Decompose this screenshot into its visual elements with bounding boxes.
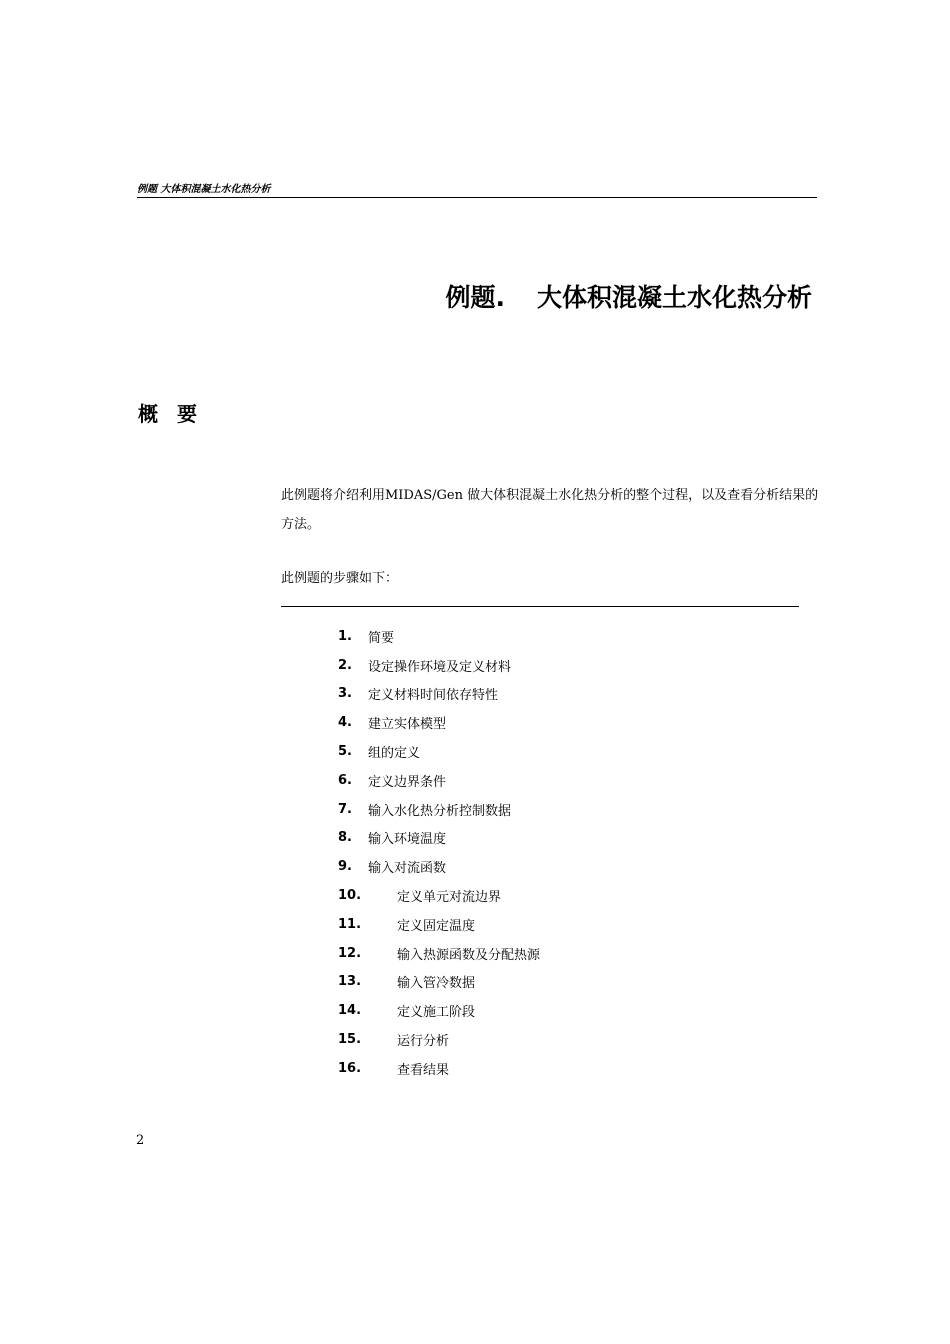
step-text: 定义固定温度 [397,918,476,934]
chapter-title [445,281,812,315]
step-number: 11. [338,916,362,932]
step-number: 8. [338,830,352,846]
step-text: 组的定义 [368,746,421,762]
step-number: 2. [338,657,352,673]
step-number: 15. [338,1032,362,1048]
step-text: 查看结果 [397,1062,450,1078]
step-item [338,708,540,737]
step-number: 7. [338,801,352,817]
steps-intro: 此例题的步骤如下： [281,571,399,586]
step-item [338,1054,540,1083]
step-number: 9. [338,859,352,875]
step-number: 6. [338,772,352,788]
divider-rule [281,606,799,607]
step-number: 3. [338,686,352,702]
step-item [338,737,540,766]
step-text: 定义材料时间依存特性 [368,688,499,704]
step-number: 12. [338,945,362,961]
step-text: 输入对流函数 [368,861,447,877]
step-text: 输入环境温度 [368,832,447,848]
step-number: 4. [338,715,352,731]
step-item [338,651,540,680]
step-item [338,766,540,795]
step-item [338,939,540,968]
step-number: 14. [338,1003,362,1019]
step-item [338,795,540,824]
step-text: 定义施工阶段 [397,1005,476,1021]
step-item [338,996,540,1025]
step-item [338,824,540,853]
step-text: 输入水化热分析控制数据 [368,803,512,819]
step-number: 10. [338,888,362,904]
page-number: 2 [136,1133,145,1148]
step-text: 输入热源函数及分配热源 [397,947,541,963]
step-item [338,968,540,997]
step-text: 运行分析 [397,1034,450,1050]
chapter-title-text: 大体积混凝土水化热分析 [536,283,812,312]
section-heading: 概 要 [138,402,203,426]
step-text: 定义边界条件 [368,774,447,790]
running-header-title: 例题 大体积混凝土水化热分析 [137,184,271,195]
step-text: 设定操作环境及定义材料 [368,659,512,675]
step-item [338,852,540,881]
step-text: 定义单元对流边界 [397,890,502,906]
step-number: 13. [338,974,362,990]
step-text: 建立实体模型 [368,717,447,733]
intro-paragraph: 此例题将介绍利用MIDAS/Gen 做大体积混凝土水化热分析的整个过程，以及查看分析结果的方法。 [281,488,819,532]
step-number: 1. [338,628,352,644]
steps-list [338,622,540,1083]
step-number: 16. [338,1060,362,1076]
step-item [338,680,540,709]
chapter-number: 例题. [445,283,505,312]
step-item [338,881,540,910]
step-number: 5. [338,744,352,760]
step-item [338,622,540,651]
step-text: 输入管冷数据 [397,976,476,992]
step-item [338,910,540,939]
step-item [338,1025,540,1054]
running-header [137,183,817,198]
step-text: 简要 [368,630,395,646]
